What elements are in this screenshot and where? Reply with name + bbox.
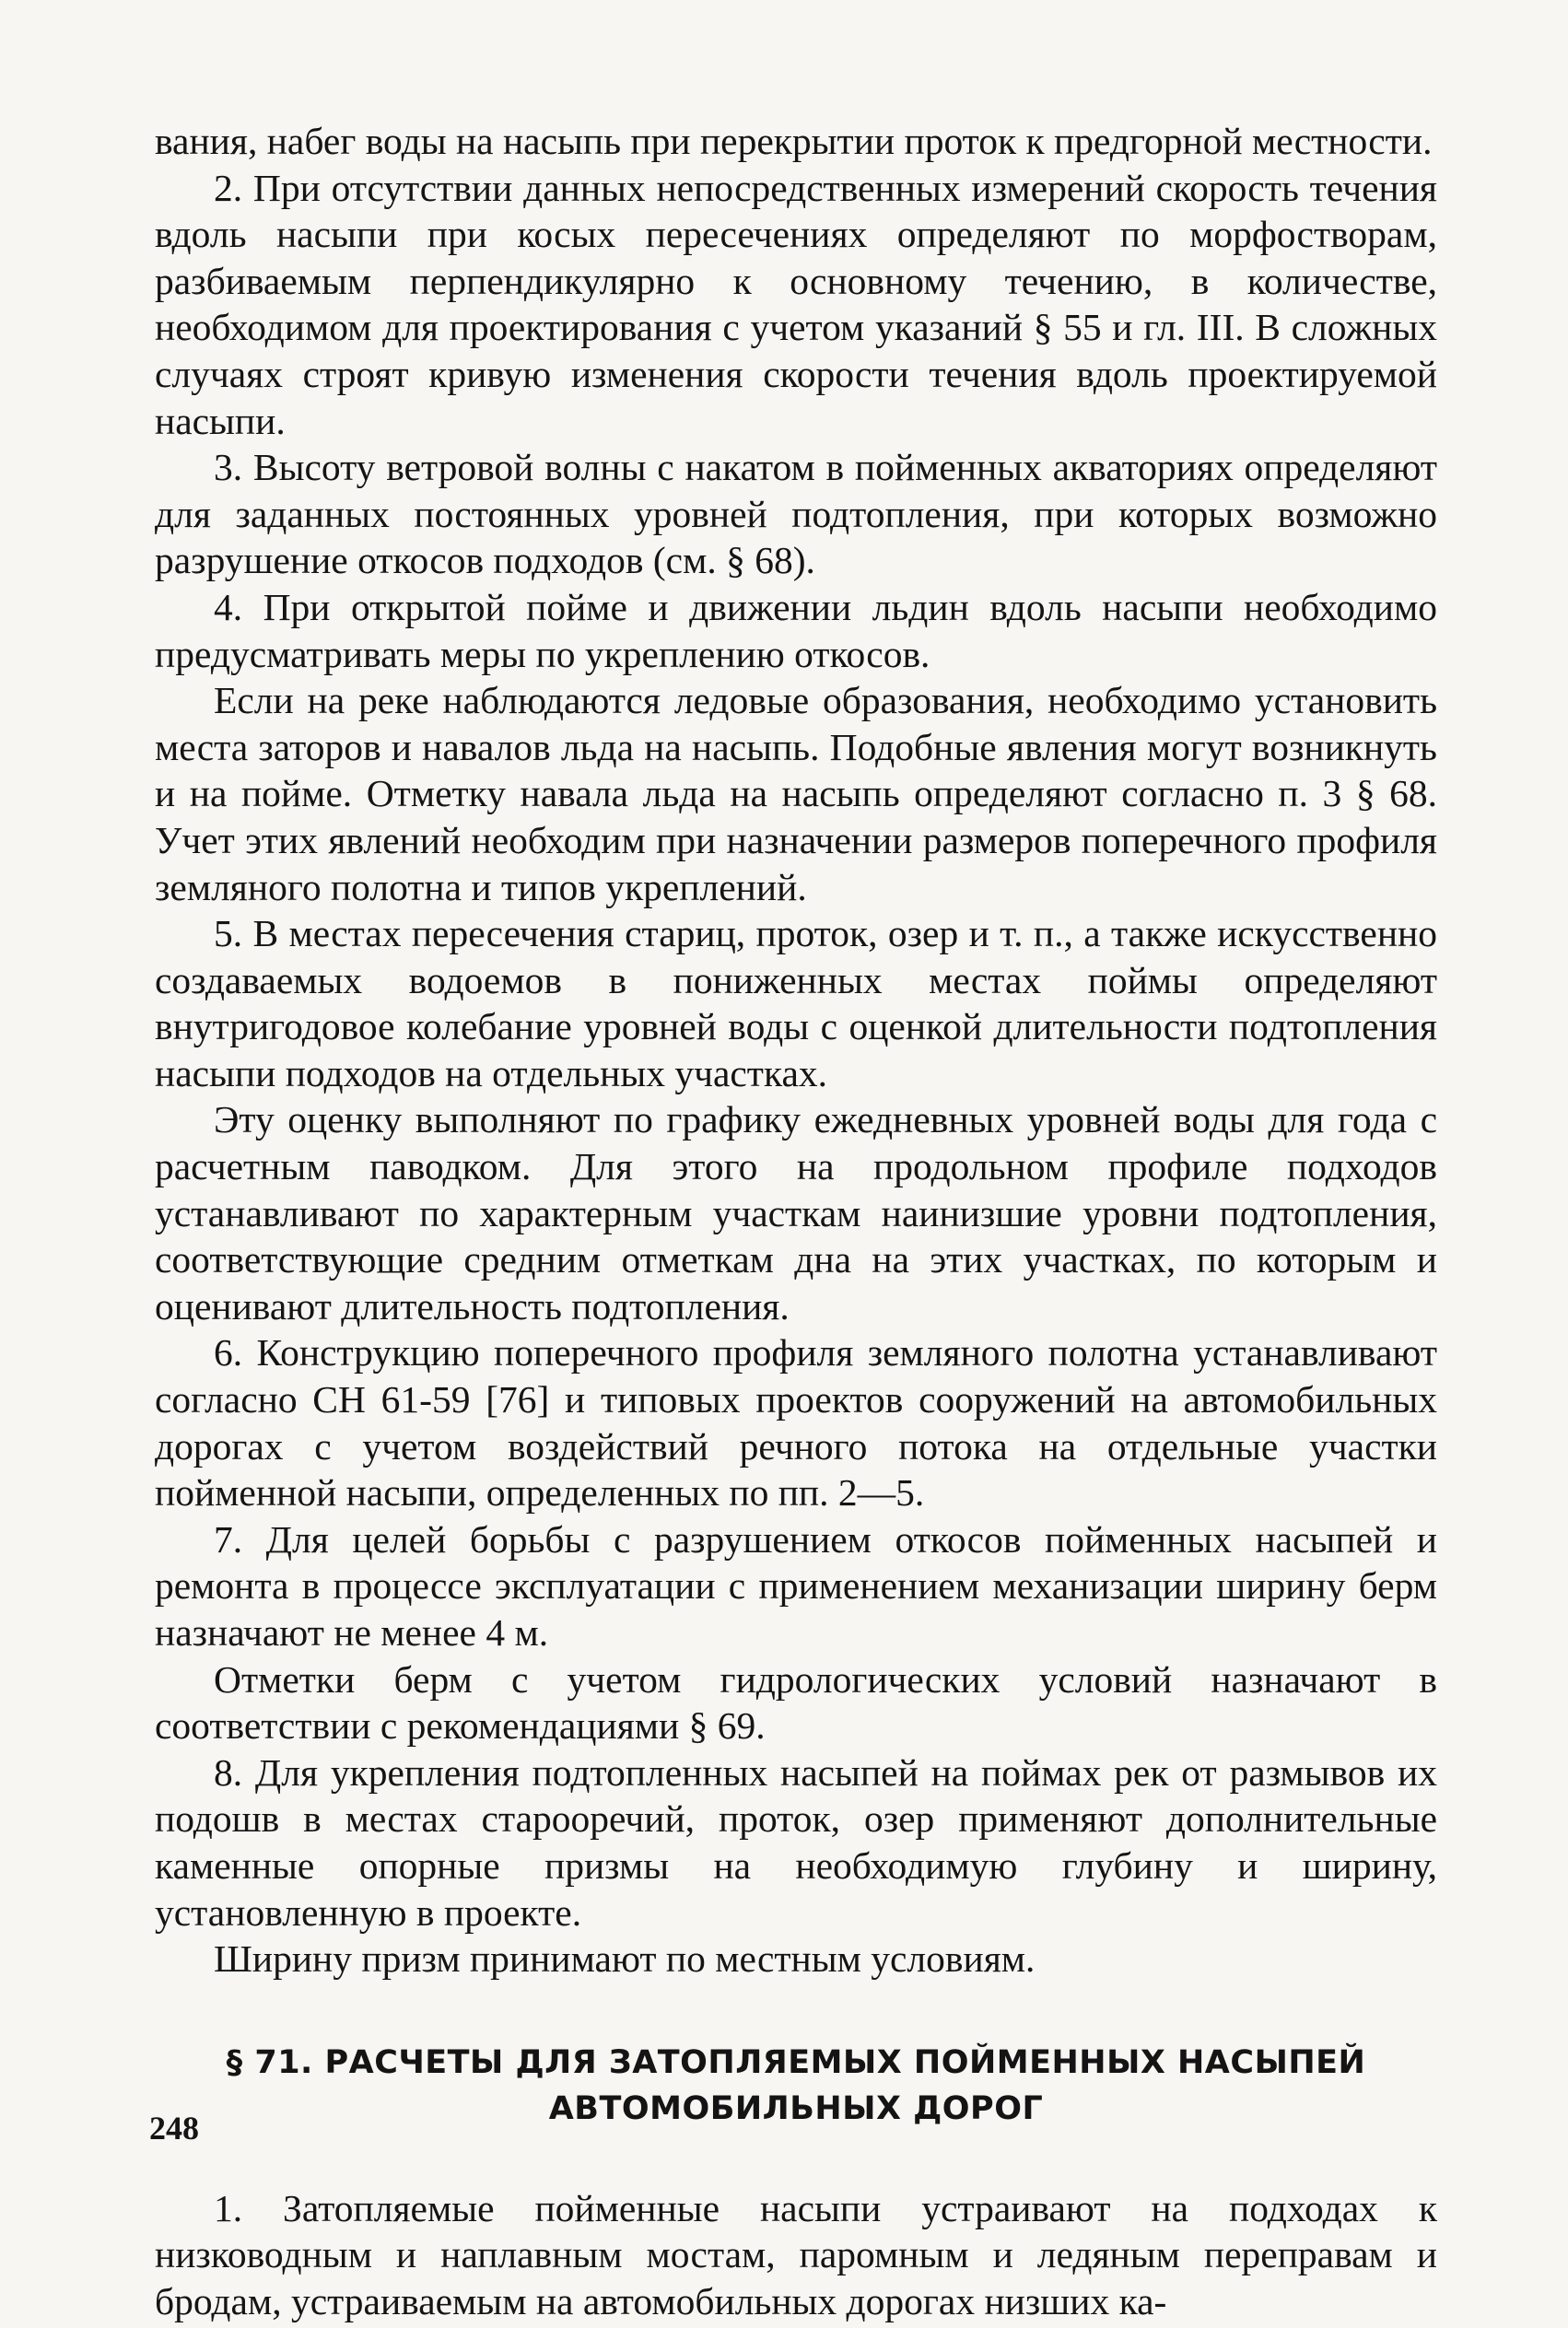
page-number: 248	[149, 2110, 199, 2147]
paragraph-item-5: 5. В местах пересечения стариц, проток, озер и т. п., а также искусственно создаваемых водоемов в пониженных местах поймы определяют внутригодовое колебание уровней воды с оценкой длительности подтопления насыпи подходов на отдельных участках.	[155, 912, 1437, 1094]
paragraph-prism-width: Ширину призм принимают по местным условиям.	[214, 1937, 1036, 1981]
paragraph-item-6: 6. Конструкцию поперечного профиля земляного полотна устанавливают согласно СН 61-59 [76] и типовых проектов сооружений на автомобильных дорогах с учетом воздействий речного потока на отдельные участки пойменной насыпи, определенных по пп. 2—5.	[155, 1331, 1437, 1515]
paragraph-continuation: вания, набег воды на насыпь при перекрытии проток к предгорной местности.	[155, 120, 1433, 162]
paragraph-berm-marks: Отметки берм с учетом гидрологических условий назначают в соответствии с рекомендациями § 69.	[155, 1657, 1437, 1748]
paragraph-item-4: 4. При открытой пойме и движении льдин вдоль насыпи необходимо предусматривать меры по укреплению откосов.	[155, 585, 1437, 675]
paragraph-item-8: 8. Для укрепления подтопленных насыпей на поймах рек от размывов их подошв в местах старооречий, проток, озер применяют дополнительные каменные опорные призмы на необходимую глубину и ширину, установленную в проекте.	[155, 1750, 1437, 1934]
paragraph-item-3: 3. Высоту ветровой волны с накатом в пойменных акваториях определяют для заданных постоянных уровней подтопления, при которых возможно разрушение откосов подходов (см. § 68).	[155, 446, 1437, 582]
paragraph-assessment: Эту оценку выполняют по графику ежедневных уровней воды для года с расчетным паводком. Для этого на продольном профиле подходов устанавливают по характерным участкам наинизшие уровни подтопления, соответствующие средним отметкам дна на этих участках, по которым и оценивают длительность подтопления.	[155, 1098, 1437, 1328]
paragraph-ice: Если на реке наблюдаются ледовые образования, необходимо установить места заторов и навалов льда на насыпь. Подобные явления могут возникнуть и на пойме. Отметку навала льда на насыпь определяют согласно п. 3 § 68. Учет этих явлений необходим при назначении размеров поперечного профиля земляного полотна и типов укреплений.	[155, 679, 1437, 908]
page-text-block	[155, 118, 1437, 2325]
paragraph-section-71-item-1: 1. Затопляемые пойменные насыпи устраивают на подходах к низководным и наплавным мостам, паромным и ледяным переправам и бродам, устраиваемым на автомобильных дорогах низших ка-	[155, 2186, 1437, 2322]
section-heading-line-2: АВТОМОБИЛЬНЫХ ДОРОГ	[548, 2089, 1044, 2127]
paragraph-item-2: 2. При отсутствии данных непосредственных измерений скорость течения вдоль насыпи при косых пересечениях определяют по морфостворам, разбиваемым перпендикулярно к основному течению, в количестве, необходимом для проектирования с учетом указаний § 55 и гл. III. В сложных случаях строят кривую изменения скорости течения вдоль проектируемой насыпи.	[155, 166, 1437, 442]
paragraph-item-7: 7. Для целей борьбы с разрушением откосов пойменных насыпей и ремонта в процессе эксплуатации с применением механизации ширину берм назначают не менее 4 м.	[155, 1517, 1437, 1654]
section-heading-line-1: § 71. РАСЧЕТЫ ДЛЯ ЗАТОПЛЯЕМЫХ ПОЙМЕННЫХ НАСЫПЕЙ	[226, 2043, 1366, 2081]
section-heading	[155, 2040, 1437, 2132]
